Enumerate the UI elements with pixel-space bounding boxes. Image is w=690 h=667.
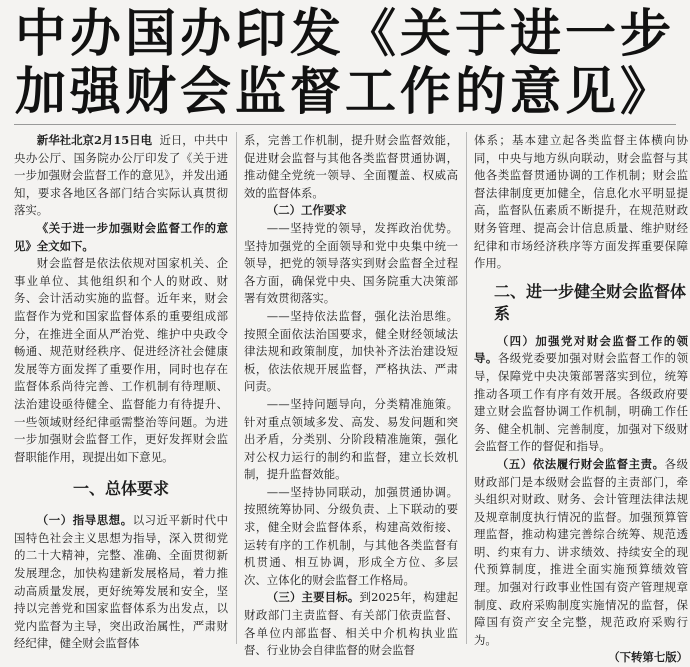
party-leadership-label: （四）加强党对财会监督工作的领导。: [474, 333, 688, 366]
headline: [0, 0, 690, 128]
article-column-3: [474, 132, 688, 667]
article-column-1: [14, 132, 228, 653]
section-heading-1: 一、总体要求: [72, 479, 169, 499]
headline-line-2: 加强财会监督工作的意见》: [14, 63, 675, 122]
intro-paragraph: [14, 132, 228, 220]
section-heading-2: 二、进一步健全财会监督体系: [494, 281, 687, 323]
main-goals-text: 到2025年，构建起财政部门主责监督、有关部门依责监督、各单位内部监督、相关中介机构执业监督、行业协会自律监督的财会监督: [244, 590, 458, 658]
fulltext-intro: 《关于进一步加强财会监督工作的意见》全文如下。: [14, 220, 228, 253]
fulfill-duty-paragraph: [474, 456, 688, 650]
continued-goals-paragraph: 体系；基本建立起各类监督主体横向协同，中央与地方纵向联动，财会监督与其他各类监督贯通协调的工作机制；财会监督法律制度更加健全，信息化水平明显提高，监督队伍素质不断提升，在规范财政财务管理、提高会计信息质量、维护财经纪律和市场经济秩序等方面发挥重要保障作用。: [474, 133, 688, 271]
column-divider-2: [466, 132, 467, 644]
party-leadership-paragraph: [474, 333, 688, 456]
headline-divider: [14, 124, 676, 125]
guiding-thought-paragraph: [14, 512, 228, 653]
requirement-problem-oriented: ——坚持问题导向，分类精准施策。针对重点领域多发、高发、易发问题和突出矛盾，分类别、分阶段精准施策，强化对公权力运行的制约和监督，建立长效机制，提升监督效能。: [244, 396, 458, 482]
guiding-thought-label: （一）指导思想。: [36, 513, 133, 528]
fulfill-duty-text: 各级财政部门是本级财会监督的主责部门，牵头组织对财政、财务、会计管理法律法规及规章制度执行情况的监督。加强预算管理监督，推动构建完善综合统筹、规范透明、约束有力、讲求绩效、持续安全的现代预算制度，推进全面实施预算绩效管理。加强对行政事业性国有资产管理规章制度、政府采购制度实施情况的监督，保障国有资产安全完整，规范政府采购行为。: [474, 456, 688, 647]
column-divider-1: [236, 132, 237, 644]
guiding-thought-text: 以习近平新时代中国特色社会主义思想为指导，深入贯彻党的二十大精神，完整、准确、全面贯彻新发展理念，加快构建新发展格局，着力推动高质量发展，更好统筹发展和安全，坚持以完善党和国家监督体系为出发点，以党内监督为主导，突出政治属性，严肃财经纪律，健全财会监督体: [14, 513, 228, 651]
requirement-coordination: ——坚持协同联动，加强贯通协调。按照统筹协同、分级负责、上下联动的要求，健全财会监督体系，构建高效衔接、运转有序的工作机制，与其他各类监督有机贯通、相互协调，形成全方位、多层次、立体化的财会监督工作格局。: [244, 484, 458, 587]
continued-paragraph: 系，完善工作机制，提升财会监督效能，促进财会监督与其他各类监督贯通协调，推动健全党统一领导、全面覆盖、权威高效的监督体系。: [244, 133, 458, 200]
preamble-paragraph: 财会监督是依法依规对国家机关、企事业单位、其他组织和个人的财政、财务、会计活动实施的监督。近年来，财会监督作为党和国家监督体系的重要组成部分，在推进全面从严治党、维护中央政令畅通、规范财经秩序、促进经济社会健康发展等方面发挥了重要作用，同时也存在监督体系尚待完善、工作机制有待理顺、法治建设亟待健全、监督能力有待提升、一些领域财经纪律亟需整治等问题。为进一步加强财会监督工作，更好发挥财会监督职能作用，现提出如下意见。: [14, 256, 228, 464]
work-requirements-heading: （二）工作要求: [266, 203, 347, 218]
main-goals-label: （三）主要目标。: [266, 590, 360, 605]
main-goals-paragraph: [244, 589, 458, 659]
requirement-rule-of-law: ——坚持依法监督，强化法治思维。按照全面依法治国要求，健全财经领域法律法规和政策制度，加快补齐法治建设短板，依法依规开展监督，严格执法、严肃问责。: [244, 308, 458, 394]
intro-text: 近日，中共中央办公厅、国务院办公厅印发了《关于进一步加强财会监督工作的意见》，并发出通知，要求各地区各部门结合实际认真贯彻落实。: [14, 133, 228, 218]
fulfill-duty-label: （五）依法履行财会监督主责。: [496, 456, 665, 471]
continued-on-page-note: （下转第七版）: [608, 650, 688, 665]
article-column-2: [244, 132, 458, 660]
party-leadership-text: 各级党委要加强对财会监督工作的领导，保障党中央决策部署落实到位，统筹推动各项工作有序有效开展。各级政府要建立财会监督协调工作机制，明确工作任务、健全机制、完善制度，加强对下级财会监督工作的督促和指导。: [474, 351, 688, 454]
requirement-party-leadership: ——坚持党的领导，发挥政治优势。坚持加强党的全面领导和党中央集中统一领导，把党的领导落实到财会监督全过程各方面，确保党中央、国务院重大决策部署有效贯彻落实。: [244, 220, 458, 306]
headline-line-1: 中办国办印发《关于进一步: [14, 5, 675, 64]
dateline: 新华社北京2月15日电: [36, 133, 153, 147]
